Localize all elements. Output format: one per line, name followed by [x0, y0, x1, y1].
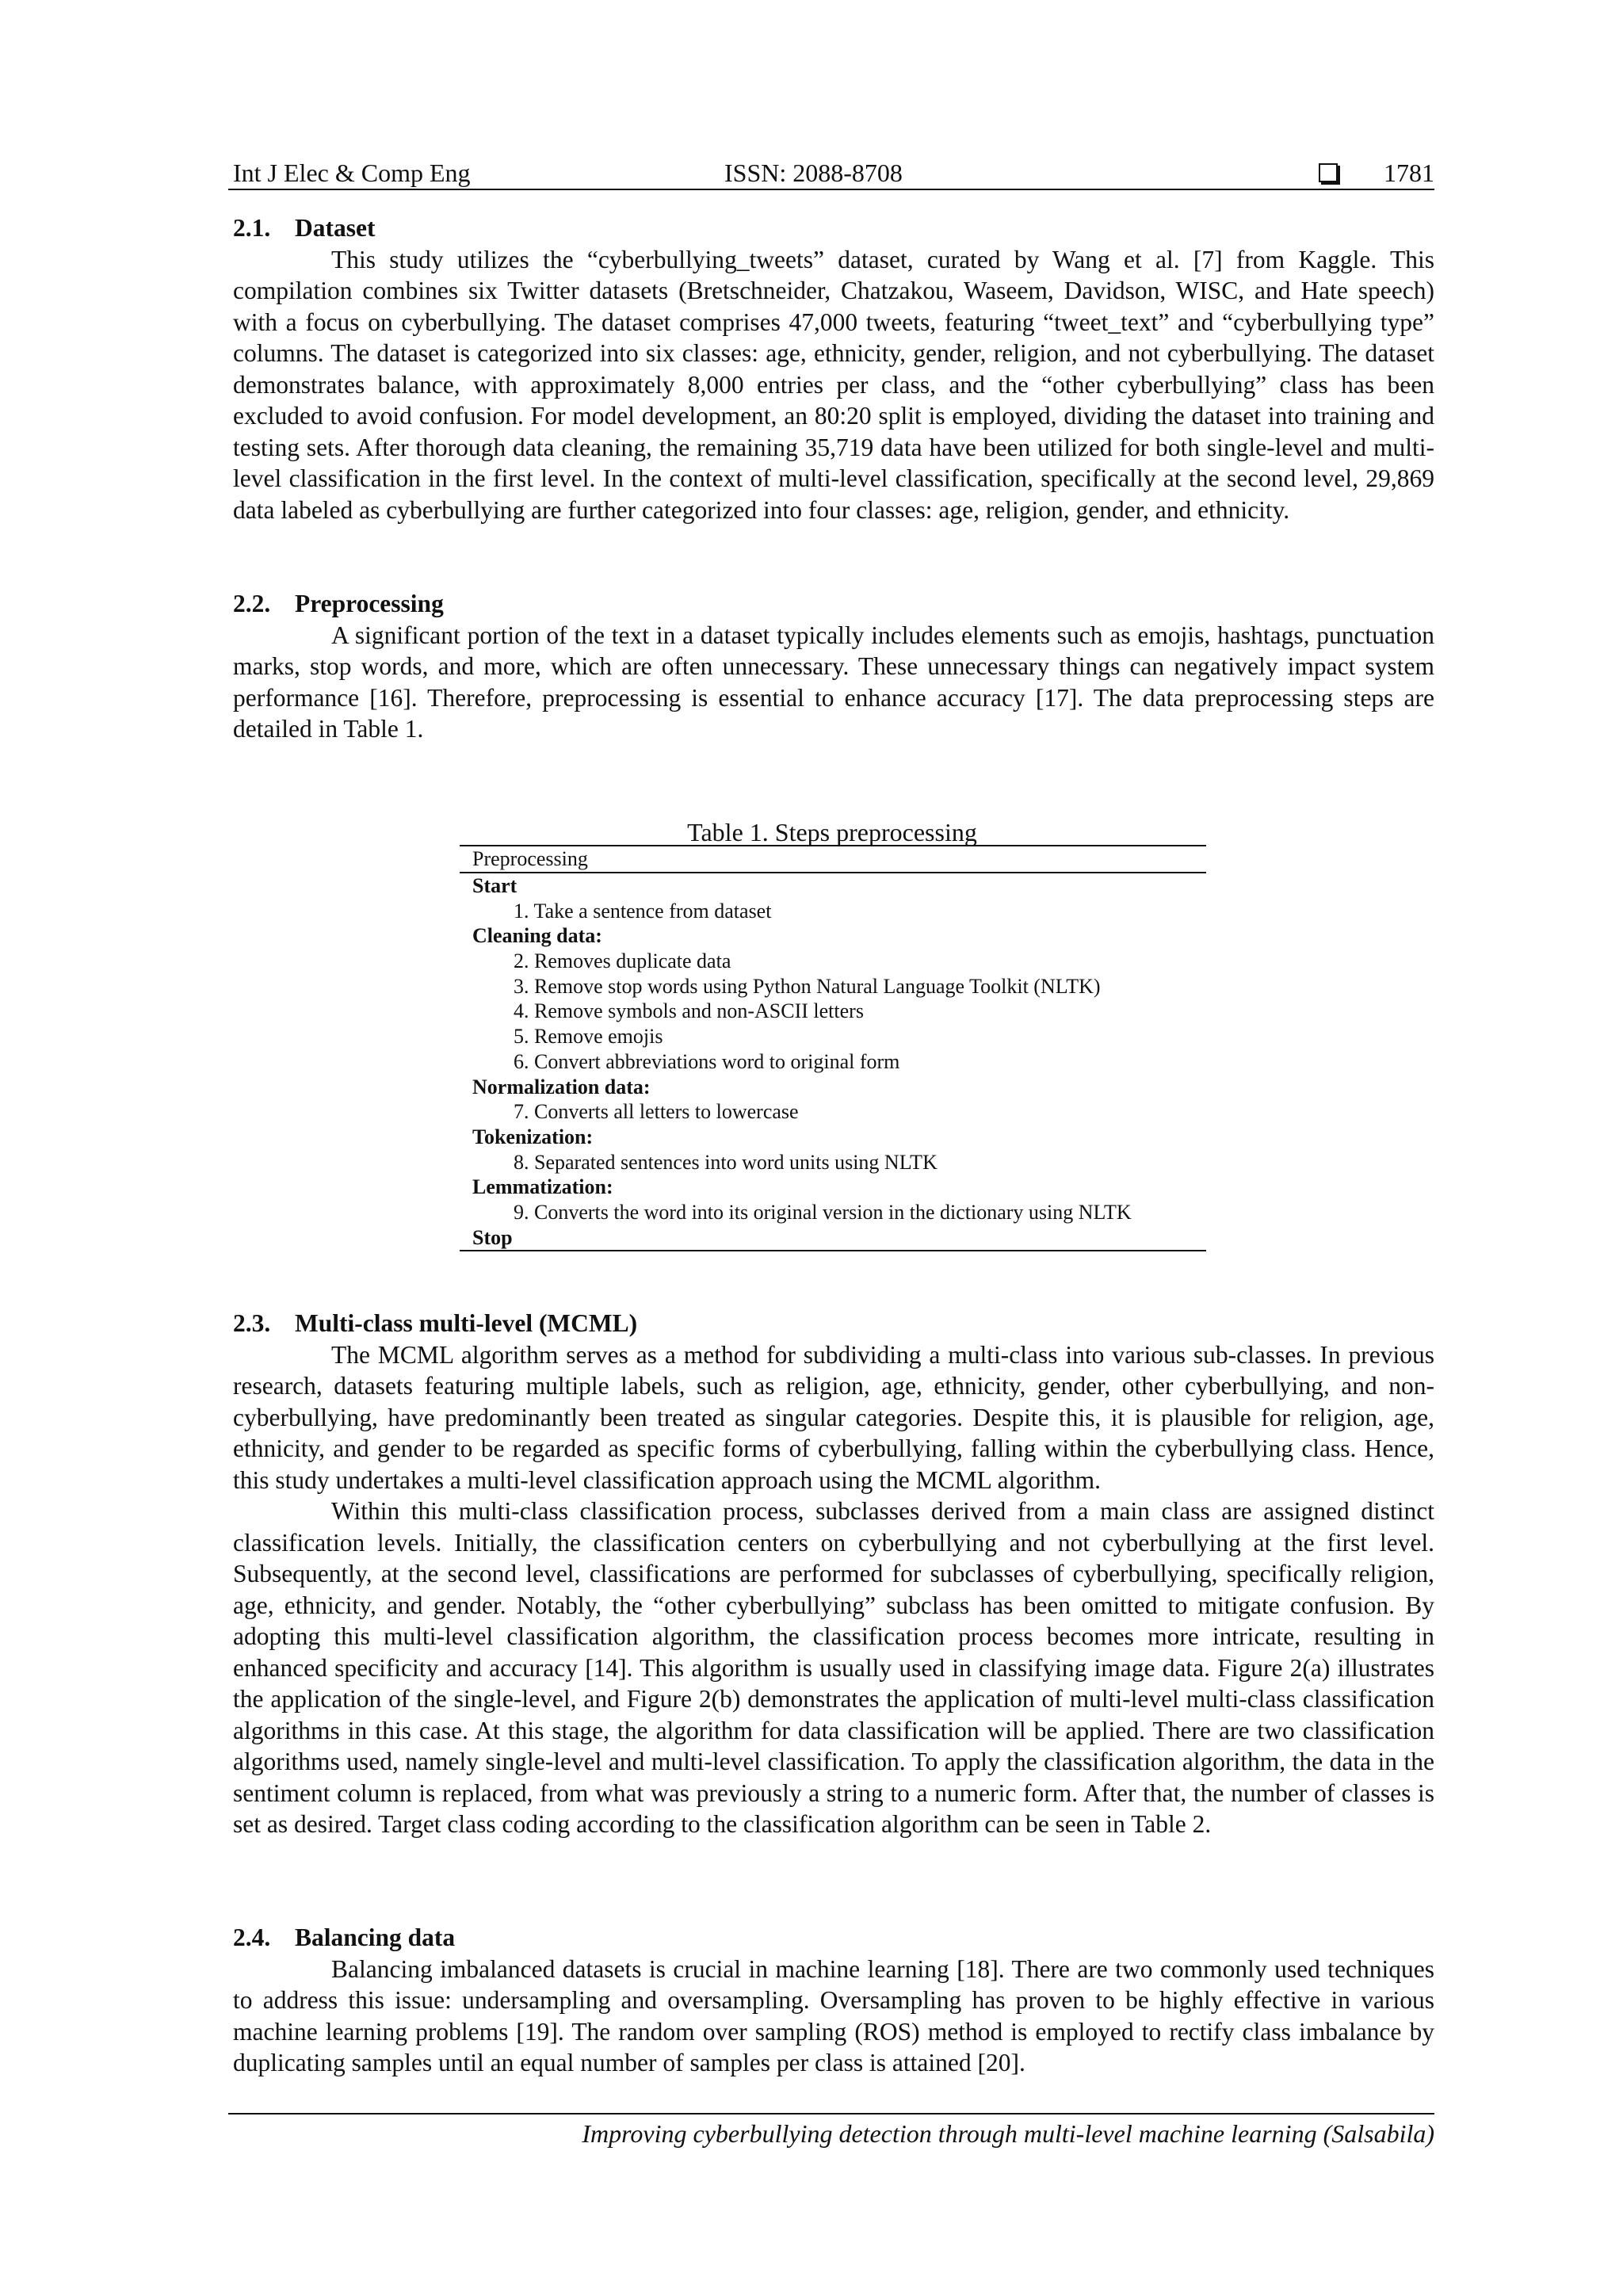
running-header	[233, 155, 1434, 190]
table-row: 2. Removes duplicate data	[514, 949, 731, 973]
table-row: Cleaning data:	[472, 924, 602, 948]
paragraph: This study utilizes the “cyberbullying_tweets” dataset, curated by Wang et al. [7] from Kaggle. This compilation combines six Twitter datasets (Bretschneider, Chatzakou, Waseem, Davidson, WISC, and Hate speech) with a focus on cyberbullying. The dataset comprises 47,000 tweets, featuring “tweet_text” and “cyberbullying type” columns. The dataset is categorized into six classes: age, ethnicity, gender, religion, and not cyberbullying. The dataset demonstrates balance, with approximately 8,000 entries per class, and the “other cyberbullying” class has been excluded to avoid confusion. For model development, an 80:20 split is employed, dividing the dataset into training and testing sets. After thorough data cleaning, the remaining 35,719 data have been utilized for both single-level and multi-level classification in the first level. In the context of multi-level classification, specifically at the second level, 29,869 data labeled as cyberbullying are further categorized into four classes: age, religion, gender, and ethnicity.	[233, 245, 1434, 524]
section-title: Multi-class multi-level (MCML)	[295, 1309, 638, 1337]
table-row: 9. Converts the word into its original version in the dictionary using NLTK	[514, 1200, 1132, 1224]
section-heading	[233, 588, 1434, 620]
section-heading	[233, 212, 1434, 244]
table-row: 3. Remove stop words using Python Natural Language Toolkit (NLTK)	[514, 974, 1101, 998]
table-row: Normalization data:	[472, 1075, 651, 1098]
table-row: 6. Convert abbreviations word to original form	[514, 1049, 900, 1073]
section-dataset	[233, 212, 1434, 525]
section-number: 2.2.	[233, 590, 271, 617]
table-row: 7. Converts all letters to lowercase	[514, 1100, 799, 1124]
paragraph: A significant portion of the text in a dataset typically includes elements such as emojis, hashtags, punctuation marks, stop words, and more, which are often unnecessary. These unnecessary things can negatively impact system performance [16]. Therefore, preprocessing is essential to enhance accuracy [17]. The data preprocessing steps are detailed in Table 1.	[233, 621, 1434, 743]
section-heading	[233, 1308, 1434, 1339]
table-row: Tokenization:	[472, 1125, 594, 1148]
section-title: Balancing data	[295, 1924, 456, 1951]
page-number: 1781	[1384, 159, 1434, 187]
journal-name: Int J Elec & Comp Eng	[233, 159, 471, 187]
paragraph: Within this multi-class classification process, subclasses derived from a main class are assigned distinct classification levels. Initially, the classification centers on cyberbullying and not cyberbullying at the first level. Subsequently, at the second level, classifications are performed for subclasses of cyberbullying, specifically religion, age, ethnicity, and gender. Notably, the “other cyberbullying” subclass has been omitted to mitigate confusion. By adopting this multi-level classification algorithm, the classification process becomes more intricate, resulting in enhanced specificity and accuracy [14]. This algorithm is usually used in classifying image data. Figure 2(a) illustrates the application of the single-level, and Figure 2(b) demonstrates the application of multi-level multi-class classification algorithms in this case. At this stage, the algorithm for data classification will be applied. There are two classification algorithms used, namely single-level and multi-level classification. To apply the classification algorithm, the data in the sentiment column is replaced, from what was previously a string to a numeric form. After that, the number of classes is set as desired. Target class coding according to the classification algorithm can be seen in Table 2.	[233, 1497, 1434, 1838]
table-row: Stop	[460, 1225, 1206, 1252]
preprocessing-table	[460, 845, 1206, 1251]
table-row: Lemmatization:	[472, 1175, 613, 1199]
table-row: Start	[472, 874, 517, 897]
header-rule	[228, 189, 1434, 190]
table-caption: Table 1. Steps preprocessing	[687, 818, 977, 846]
running-footer: Improving cyberbullying detection through multi-level machine learning (Salsabila)	[582, 2119, 1434, 2148]
table-row: 4. Remove symbols and non-ASCII letters	[514, 999, 864, 1023]
footer-rule	[228, 2113, 1434, 2115]
section-balancing	[233, 1922, 1434, 2079]
section-title: Preprocessing	[295, 590, 444, 617]
paragraph: The MCML algorithm serves as a method for subdividing a multi-class into various sub-classes. In previous research, datasets featuring multiple labels, such as religion, age, ethnicity, gender, other cyberbullying, and non-cyberbullying, have predominantly been treated as singular categories. Despite this, it is plausible for religion, age, ethnicity, and gender to be regarded as specific forms of cyberbullying, falling within the cyberbullying class. Hence, this study undertakes a multi-level classification approach using the MCML algorithm.	[233, 1340, 1434, 1494]
table-row: 5. Remove emojis	[514, 1025, 663, 1049]
section-mcml	[233, 1308, 1434, 1840]
section-heading	[233, 1922, 1434, 1954]
table-row: 8. Separated sentences into word units using NLTK	[514, 1150, 938, 1174]
section-number: 2.3.	[233, 1309, 271, 1337]
section-number: 2.4.	[233, 1924, 271, 1951]
table-header: Preprocessing	[460, 846, 1206, 873]
section-number: 2.1.	[233, 214, 271, 242]
section-title: Dataset	[295, 214, 376, 242]
paragraph: Balancing imbalanced datasets is crucial in machine learning [18]. There are two commonly used techniques to address this issue: undersampling and oversampling. Oversampling has proven to be highly effective in various machine learning problems [19]. The random over sampling (ROS) method is employed to rectify class imbalance by duplicating samples until an equal number of samples per class is attained [20].	[233, 1954, 1434, 2076]
section-preprocessing	[233, 588, 1434, 745]
table-row: 1. Take a sentence from dataset	[514, 899, 772, 923]
issn: ISSN: 2088-8708	[724, 159, 903, 187]
square-bullet-icon	[1319, 163, 1338, 182]
